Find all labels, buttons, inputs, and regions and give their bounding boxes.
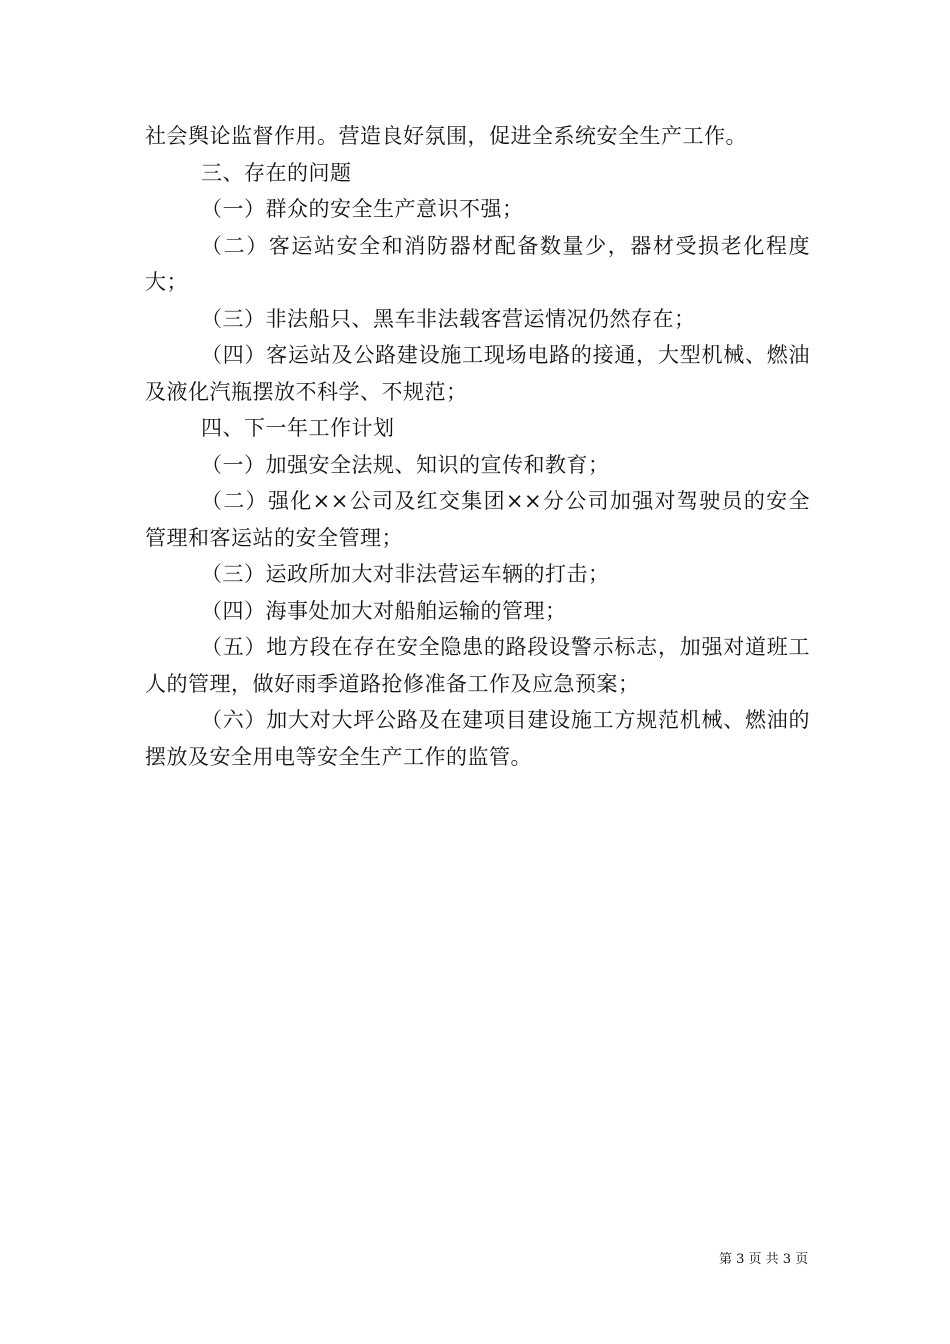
paragraph: 社会舆论监督作用。营造良好氛围，促进全系统安全生产工作。 (145, 124, 747, 148)
paragraph: （五）地方段在存在安全隐患的路段设警示标志，加强对道班工人的管理，做好雨季道路抢修准备工作及应急预案； (145, 635, 810, 696)
page-number-footer: 第 3 页 共 3 页 (719, 1252, 809, 1267)
paragraph: （二）客运站安全和消防器材配备数量少，器材受损老化程度大； (145, 233, 810, 294)
paragraph: （三）非法船只、黑车非法载客营运情况仍然存在； (201, 306, 696, 331)
document-body (145, 118, 810, 775)
paragraph: （一）群众的安全生产意识不强； (201, 197, 524, 221)
paragraph: （六）加大对大坪公路及在建项目建设施工方规范机械、燃油的摆放及安全用电等安全生产工作的监管。 (145, 708, 810, 769)
paragraph: （四）海事处加大对船舶运输的管理； (201, 598, 567, 623)
section-heading-plan: 四、下一年工作计划 (201, 416, 395, 440)
paragraph: （一）加强安全法规、知识的宣传和教育； (201, 452, 610, 477)
paragraph: （二）强化××公司及红交集团××分公司加强对驾驶员的安全管理和客运站的安全管理； (145, 489, 810, 550)
paragraph: （三）运政所加大对非法营运车辆的打击； (201, 562, 610, 586)
paragraph: （四）客运站及公路建设施工现场电路的接通，大型机械、燃油及液化汽瓶摆放不科学、不规范； (145, 343, 810, 404)
section-heading-problems: 三、存在的问题 (201, 160, 352, 185)
